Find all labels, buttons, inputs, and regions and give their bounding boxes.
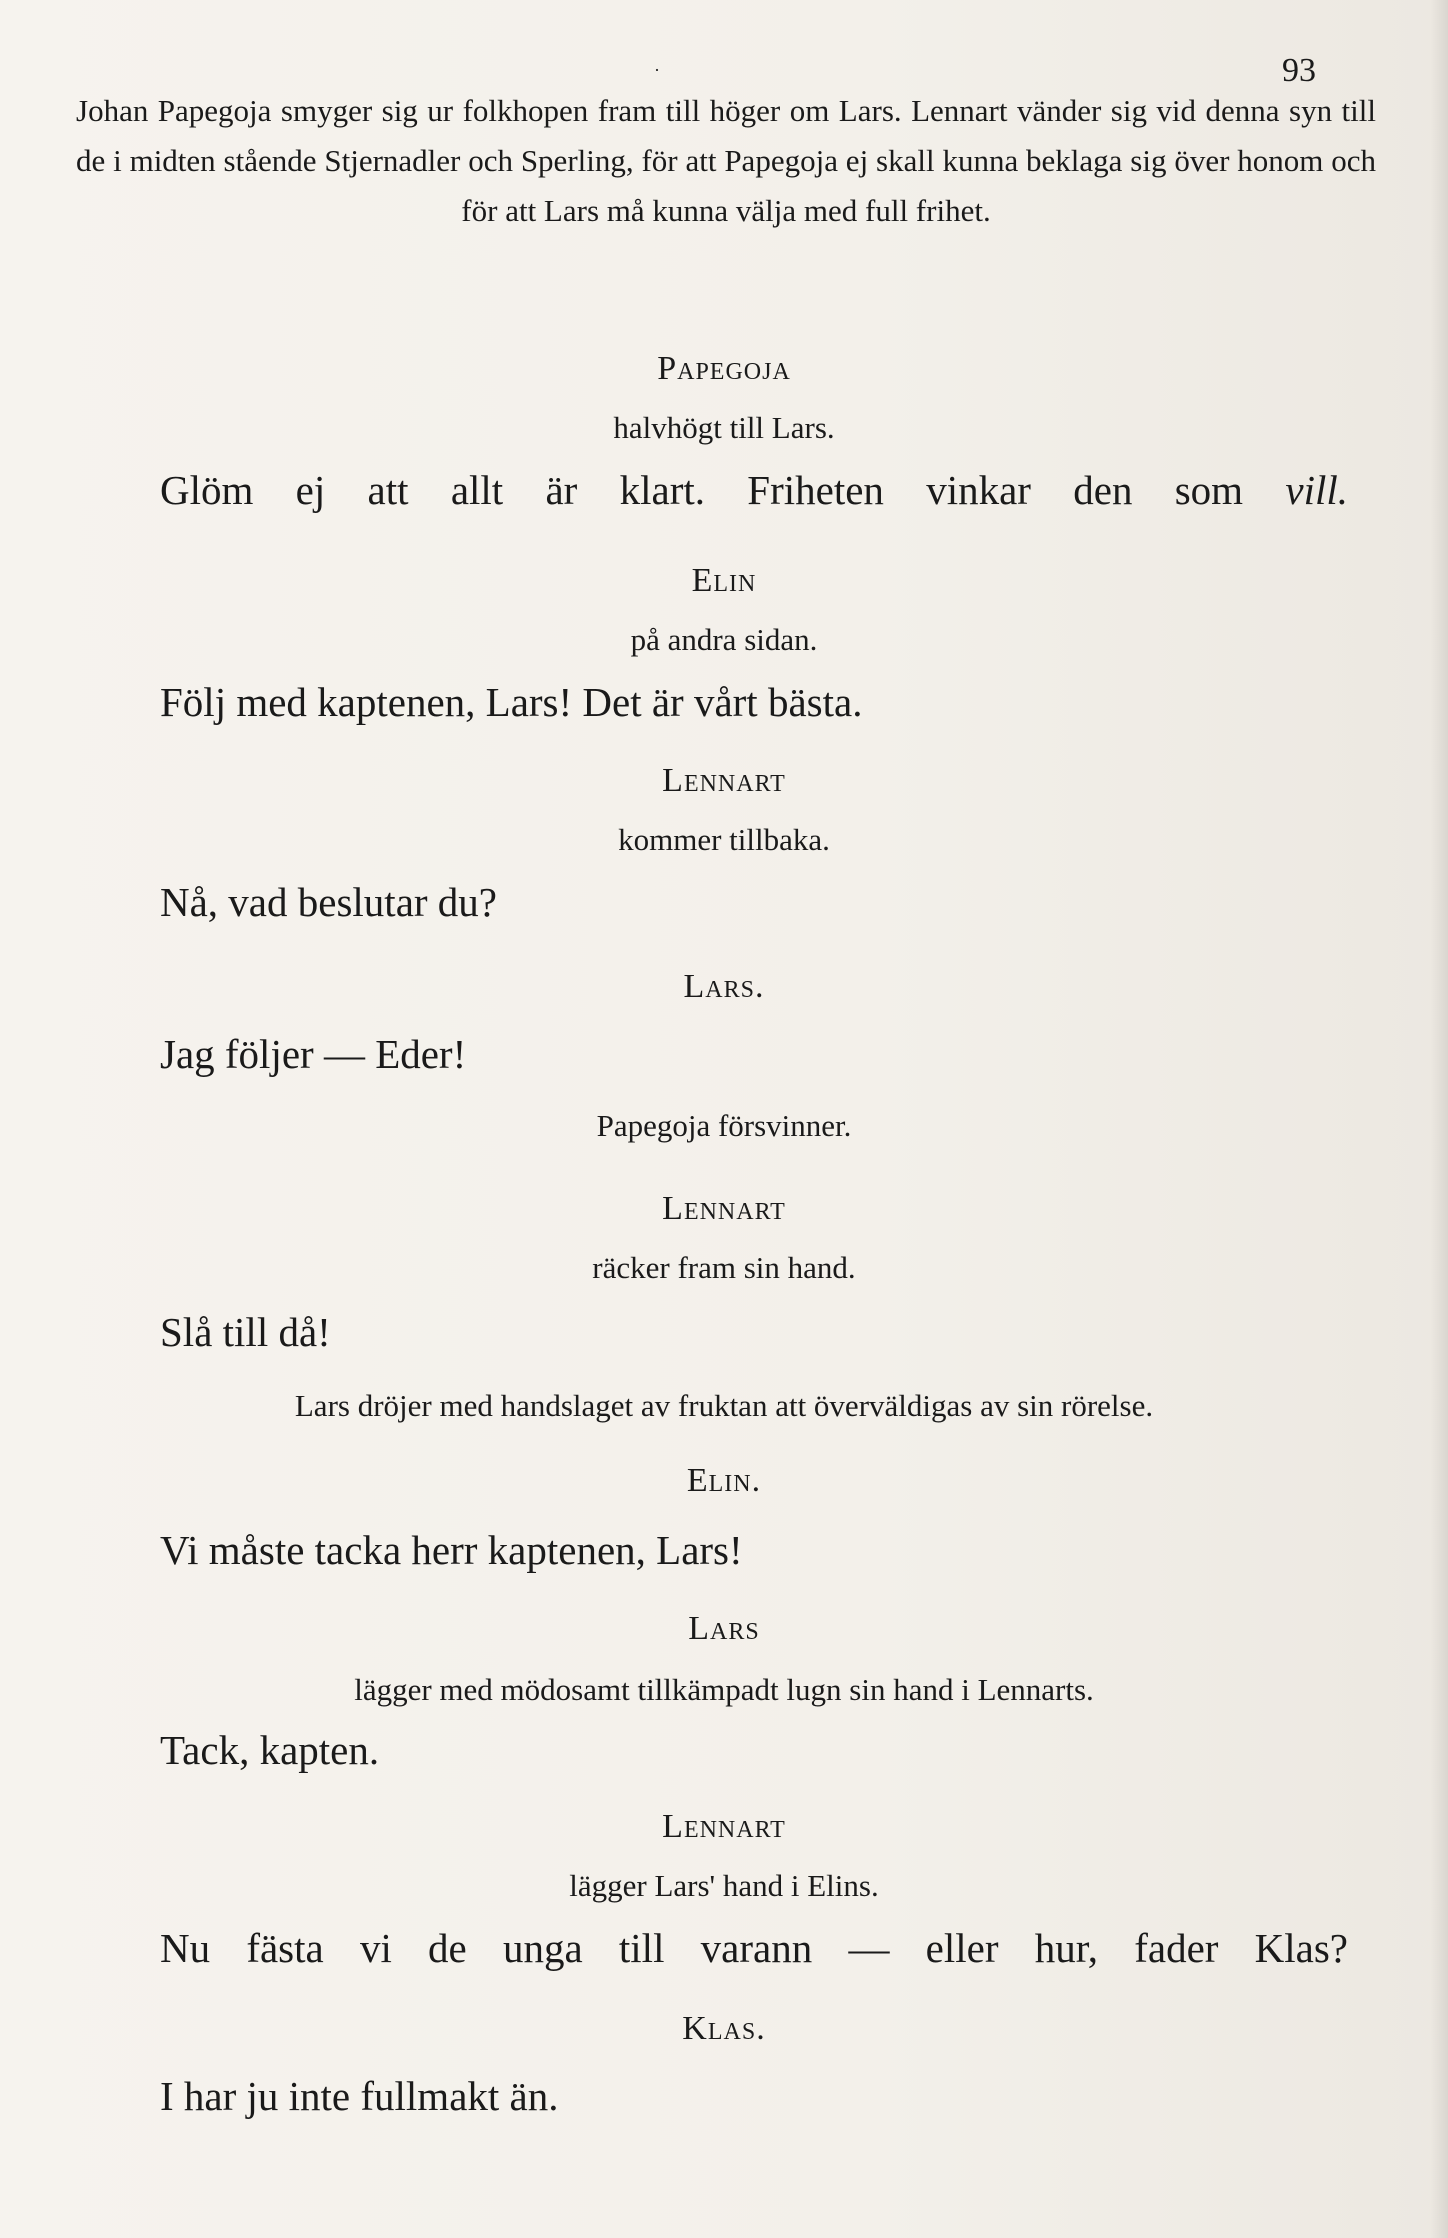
speaker-lennart-2: Lennart	[662, 1190, 786, 1227]
speaker-lennart-3: Lennart	[662, 1808, 786, 1845]
line-papegoja-emphasis: vill.	[1285, 467, 1348, 513]
speaker-elin-1: Elin	[691, 562, 757, 599]
line-lennart-3: Nu fästa vi de unga till varann — eller hur, fader Klas?	[160, 1925, 1348, 1971]
print-dot: ·	[654, 60, 660, 80]
direction-papegoja-exit: Papegoja försvinner.	[596, 1108, 852, 1143]
line-lennart-2: Slå till då!	[160, 1309, 331, 1355]
direction-lars-hesitates: Lars dröjer med handslaget av fruktan att överväldigas av sin rörelse.	[294, 1388, 1154, 1423]
speaker-elin-2: Elin.	[686, 1462, 762, 1499]
speaker-klas: Klas.	[682, 2010, 766, 2047]
line-lennart-1: Nå, vad beslutar du?	[160, 879, 497, 925]
direction-lennart-2: räcker fram sin hand.	[592, 1250, 856, 1285]
speaker-lars-1: Lars.	[683, 968, 765, 1005]
opening-stage-direction: Johan Papegoja smyger sig ur folkhopen fram till höger om Lars. Lennart vänder sig vid denna syn till de i midten stående Stjernadler och Sperling, för att Papegoja ej skall kunna beklaga sig över honom och för att Lars må kunna välja med full frihet.	[76, 93, 1376, 228]
line-lars-2: Tack, kapten.	[160, 1727, 380, 1773]
line-klas: I har ju inte fullmakt än.	[160, 2073, 559, 2119]
speaker-papegoja: Papegoja	[657, 350, 791, 387]
line-elin-1: Följ med kaptenen, Lars! Det är vårt bästa.	[160, 679, 863, 725]
line-papegoja-text: Glöm ej att allt är klart. Friheten vinkar den som	[160, 467, 1286, 513]
speaker-lars-2: Lars	[688, 1610, 760, 1647]
page-number: 93	[1282, 52, 1316, 89]
direction-papegoja: halvhögt till Lars.	[613, 410, 835, 445]
line-papegoja	[160, 466, 1348, 514]
line-elin-2: Vi måste tacka herr kaptenen, Lars!	[160, 1527, 743, 1573]
direction-lennart-3: lägger Lars' hand i Elins.	[569, 1868, 879, 1903]
direction-elin-1: på andra sidan.	[630, 622, 818, 657]
speaker-lennart-1: Lennart	[662, 762, 786, 799]
direction-lars-2: lägger med mödosamt tillkämpadt lugn sin hand i Lennarts.	[354, 1672, 1094, 1707]
line-lars-1: Jag följer — Eder!	[160, 1031, 467, 1077]
direction-lennart-1: kommer tillbaka.	[618, 822, 830, 857]
